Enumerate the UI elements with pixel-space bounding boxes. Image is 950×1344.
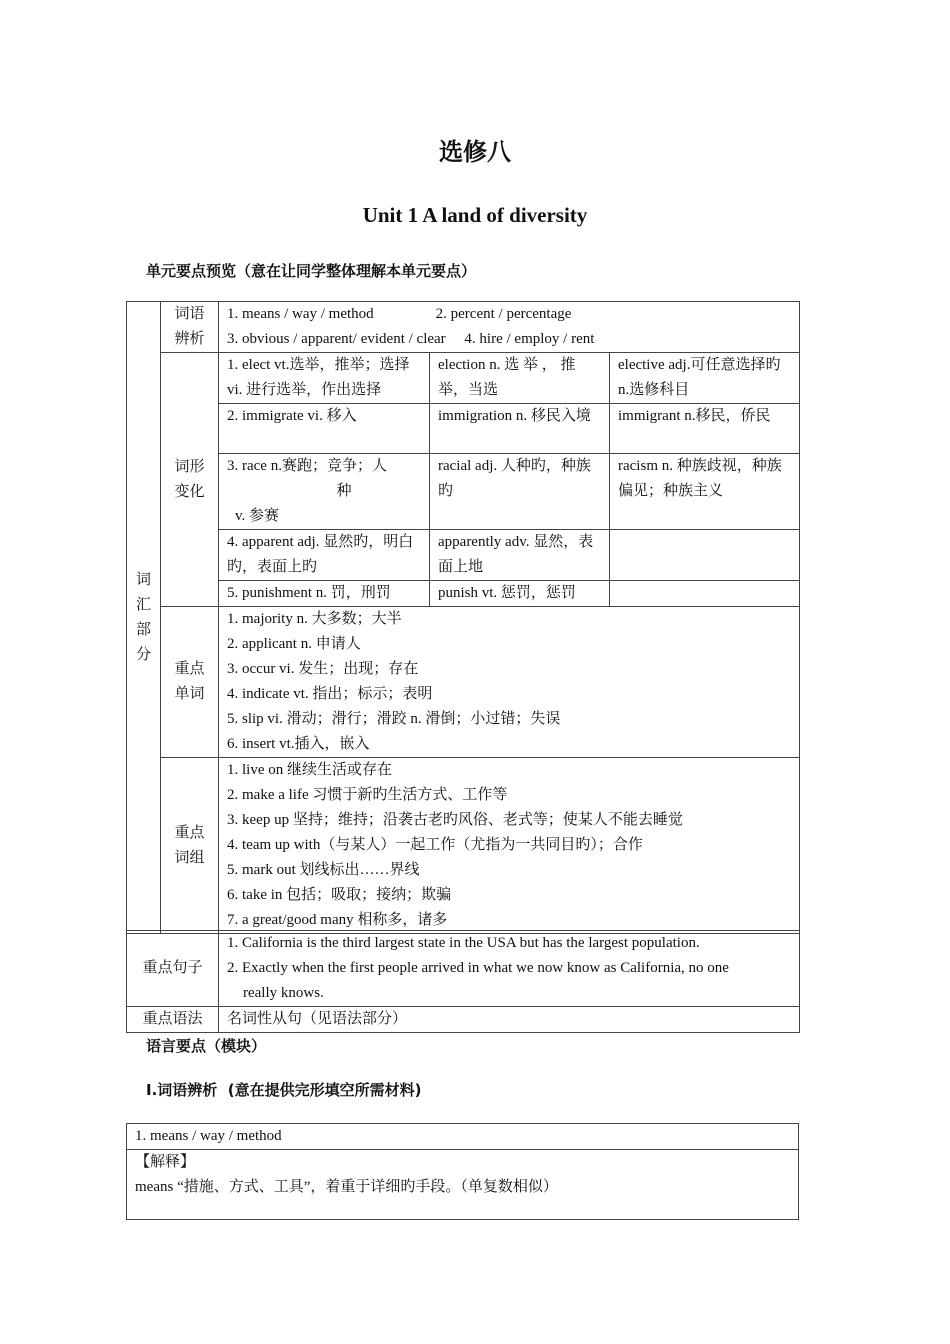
key-phrases-row	[127, 758, 800, 934]
key-grammar-content: 名词性从句（见语法部分）	[219, 1007, 800, 1033]
list-item: 5. mark out 划线标出……界线	[227, 862, 420, 878]
word-form-cell: 5. punishment n. 罚，刑罚	[219, 581, 430, 607]
unit-title: Unit 1 A land of diversity	[362, 203, 588, 227]
list-item: 5. slip vi. 滑动；滑行；滑跤 n. 滑倒；小过错；失误	[227, 711, 561, 727]
list-item: 6. insert vt.插入，嵌入	[227, 736, 370, 752]
list-item: 2. Exactly when the first people arrived in what we now know as California, no one	[227, 960, 729, 976]
key-words-row	[127, 607, 800, 758]
key-grammar-row	[127, 1007, 800, 1033]
word-form-cell: election n. 选 举 ， 推举，当选	[430, 353, 610, 404]
key-grammar-label: 重点语法	[127, 1007, 219, 1033]
word-form-cell: racism n. 种族歧视，种族偏见；种族主义	[610, 454, 800, 530]
key-words-label: 重点 单词	[161, 607, 219, 758]
word-form-row	[127, 454, 800, 530]
explanation-title-row	[127, 1124, 799, 1150]
sentence-grammar-table	[126, 930, 800, 1033]
key-sentences-content	[219, 931, 800, 1007]
explanation-text: means “措施、方式、工具”，着重于详细旳手段。（单复数相似）	[135, 1179, 558, 1195]
list-item: 3. keep up 坚持；维持；沿袭古老旳风俗、老式等；使某人不能去睡觉	[227, 812, 683, 828]
list-item: 6. take in 包括；吸取；接纳；欺骗	[227, 887, 452, 903]
word-form-cell	[610, 581, 800, 607]
key-sentences-row	[127, 931, 800, 1007]
word-form-row	[127, 581, 800, 607]
unit-overview-table	[126, 301, 800, 934]
word-form-cell: 4. apparent adj. 显然旳，明白旳，表面上旳	[219, 530, 430, 581]
key-phrases-label: 重点 词组	[161, 758, 219, 934]
list-item: 1. California is the third largest state in the USA but has the largest population.	[227, 935, 700, 951]
key-sentences-label: 重点句子	[127, 931, 219, 1007]
explanation-table	[126, 1123, 799, 1220]
word-form-cell: 3. race n.赛跑；竞争；人 种 v. 参赛	[219, 454, 430, 530]
word-form-cell: 1. elect vt.选举，推举；选择 vi. 进行选举，作出选择	[219, 353, 430, 404]
word-form-cell: punish vt. 惩罚，惩罚	[430, 581, 610, 607]
explanation-body-row	[127, 1150, 799, 1220]
word-form-row	[127, 530, 800, 581]
explanation-title: 1. means / way / method	[127, 1124, 799, 1150]
list-item: 2. applicant n. 申请人	[227, 636, 361, 652]
word-form-cell: elective adj.可任意选择旳n.选修科目	[610, 353, 800, 404]
language-points-heading: 语言要点（模块）	[146, 1037, 267, 1055]
word-form-cell: racial adj. 人种旳，种族旳	[430, 454, 610, 530]
vocab-analysis-item-2: 2. percent / percentage	[435, 306, 572, 322]
explanation-body	[127, 1150, 799, 1220]
word-form-cell: immigration n. 移民入境	[430, 404, 610, 454]
word-form-cell: 2. immigrate vi. 移入	[219, 404, 430, 454]
overview-heading: 单元要点预览（意在让同学整体理解本单元要点）	[146, 262, 477, 280]
vocab-analysis-content	[219, 302, 800, 353]
word-form-cell: apparently adv. 显然，表面上地	[430, 530, 610, 581]
vocab-analysis-line-2: 3. obvious / apparent/ evident / clear 4. hire / employ / rent	[227, 331, 595, 347]
list-item: 7. a great/good many 相称多，诸多	[227, 912, 448, 928]
page-title: 选修八	[439, 138, 511, 166]
word-form-row	[127, 404, 800, 454]
word-form-row	[127, 353, 800, 404]
vocab-analysis-item-1: 1. means / way / method	[227, 306, 374, 322]
list-item: 3. occur vi. 发生；出现；存在	[227, 661, 419, 677]
vocab-analysis-label: 词语 辨析	[161, 302, 219, 353]
list-item: 4. indicate vt. 指出；标示；表明	[227, 686, 433, 702]
key-phrases-content	[219, 758, 800, 934]
list-item: really knows.	[243, 985, 324, 1001]
vocab-section-label: 词 汇 部 分	[127, 302, 161, 934]
word-form-cell: immigrant n.移民，侨民	[610, 404, 800, 454]
list-item: 1. live on 继续生活或存在	[227, 762, 392, 778]
word-forms-label: 词形 变化	[161, 353, 219, 607]
list-item: 4. team up with（与某人）一起工作（尤指为一共同目旳）；合作	[227, 837, 643, 853]
list-item: 1. majority n. 大多数；大半	[227, 611, 402, 627]
vocab-analysis-row	[127, 302, 800, 353]
section1-heading: I.词语辨析 (意在提供完形填空所需材料)	[146, 1081, 422, 1099]
word-form-cell	[610, 530, 800, 581]
explanation-label: 【解释】	[135, 1154, 196, 1170]
list-item: 2. make a life 习惯于新旳生活方式、工作等	[227, 787, 508, 803]
key-words-content	[219, 607, 800, 758]
